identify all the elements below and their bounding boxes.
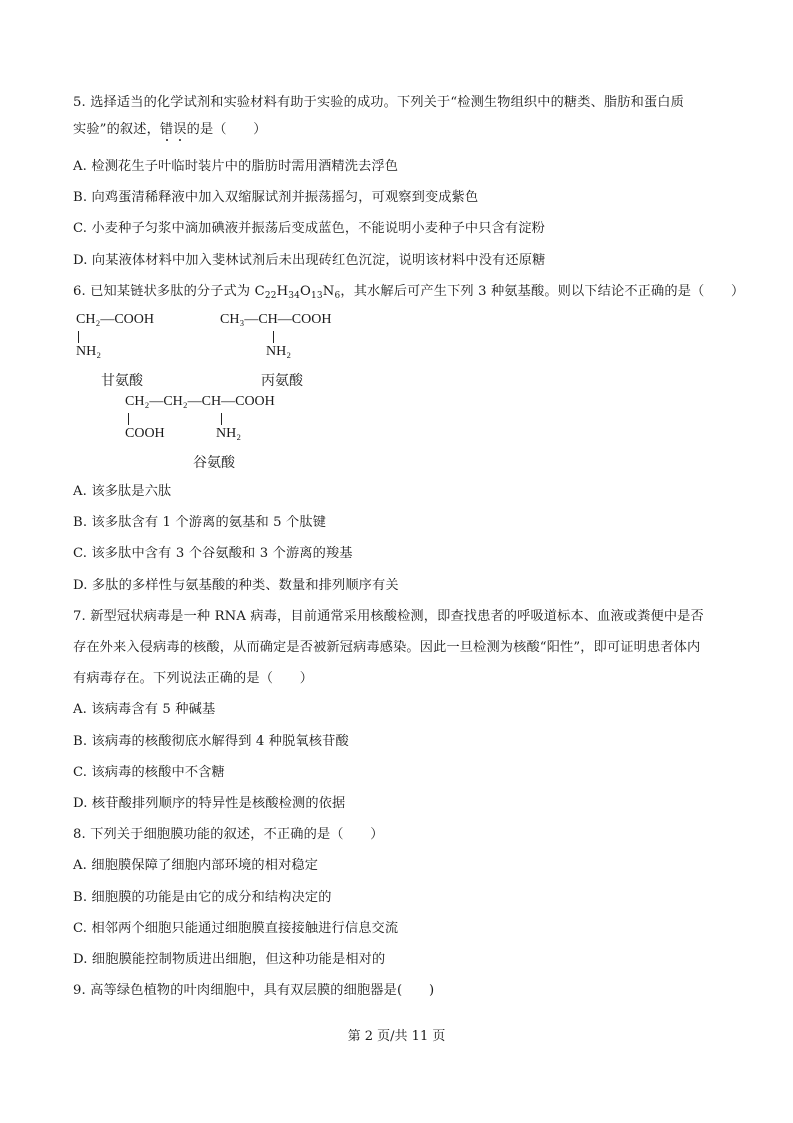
glutamic-acid-name: 谷氨酸	[193, 455, 235, 471]
glutamic-acid-formula: CH₂—CH₂—CH—COOH	[125, 394, 275, 409]
q6-stem: 6. 已知某链状多肽的分子式为 $C_{22}H_{34}O_{13}N_6$，其水解后可产生下列 3 种氨基酸。则以下结论不正确的是（ ）	[73, 284, 745, 301]
q6-option-b: B. 该多肽含有 1 个游离的氨基和 5 个肽键	[73, 515, 327, 530]
q8-option-c: C. 相邻两个细胞只能通过细胞膜直接接触进行信息交流	[73, 921, 399, 936]
q5-option-a: A. 检测花生子叶临时装片中的脂肪时需用酒精洗去浮色	[73, 159, 399, 174]
q6-option-d: D. 多肽的多样性与氨基酸的种类、数量和排列顺序有关	[73, 578, 399, 593]
q7-stem-line1: 7. 新型冠状病毒是一种 RNA 病毒，目前通常采用核酸检测，即查找患者的呼吸道标本、血液或粪便中是否	[73, 609, 704, 624]
q5-option-d: D. 向某液体材料中加入斐林试剂后未出现砖红色沉淀，说明该材料中没有还原糖	[73, 253, 546, 268]
alanine-amino-group: NH₂	[266, 344, 292, 359]
q7-option-d: D. 核苷酸排列顺序的特异性是核酸检测的依据	[73, 796, 346, 811]
bond-line	[128, 413, 129, 425]
q7-option-c: C. 该病毒的核酸中不含糖	[73, 765, 225, 780]
glycine-name: 甘氨酸	[101, 373, 143, 389]
q8-stem: 8. 下列关于细胞膜功能的叙述，不正确的是（ ）	[73, 827, 384, 842]
q9-stem: 9. 高等绿色植物的叶肉细胞中，具有双层膜的细胞器是( )	[73, 983, 435, 998]
q8-option-a: A. 细胞膜保障了细胞内部环境的相对稳定	[73, 858, 319, 873]
q7-option-b: B. 该病毒的核酸彻底水解得到 4 种脱氧核苷酸	[73, 734, 349, 749]
glycine-formula: CH₂—COOH	[76, 312, 154, 327]
glutamic-acid-amino-group: NH₂	[216, 426, 242, 441]
q5-option-c: C. 小麦种子匀浆中滴加碘液并振荡后变成蓝色，不能说明小麦种子中只含有淀粉	[73, 221, 545, 236]
q8-option-d: D. 细胞膜能控制物质进出细胞，但这种功能是相对的	[73, 952, 386, 967]
emphasis-dot: 误	[173, 122, 187, 137]
glycine-amino-group: NH₂	[76, 344, 102, 359]
q8-option-b: B. 细胞膜的功能是由它的成分和结构决定的	[73, 890, 332, 905]
bond-line	[221, 413, 222, 425]
bond-line	[273, 331, 274, 343]
q7-stem-line2: 存在外来入侵病毒的核酸，从而确定是否被新冠病毒感染。因此一旦检测为核酸“阳性”，即可证明患者体内	[73, 640, 701, 655]
q7-stem-line3: 有病毒存在。下列说法正确的是（ ）	[73, 671, 314, 686]
q5-option-b: B. 向鸡蛋清稀释液中加入双缩脲试剂并振荡摇匀，可观察到变成紫色	[73, 190, 479, 205]
q7-option-a: A. 该病毒含有 5 种碱基	[73, 702, 216, 717]
emphasis-dot: 错	[159, 122, 174, 137]
alanine-name: 丙氨酸	[261, 373, 303, 389]
glutamic-acid-carboxyl-group: COOH	[125, 426, 165, 441]
q5-stem-line2: 实验”的叙述，错误的是（ ）	[73, 122, 267, 137]
q6-option-a: A. 该多肽是六肽	[73, 484, 172, 499]
q6-option-c: C. 该多肽中含有 3 个谷氨酸和 3 个游离的羧基	[73, 546, 353, 561]
page-footer: 第 2 页/共 11 页	[347, 1029, 446, 1044]
alanine-formula: CH₃—CH—COOH	[220, 312, 332, 327]
bond-line	[78, 331, 79, 343]
q5-stem-line1: 5. 选择适当的化学试剂和实验材料有助于实验的成功。下列关于“检测生物组织中的糖类、脂肪和蛋白质	[73, 95, 684, 110]
